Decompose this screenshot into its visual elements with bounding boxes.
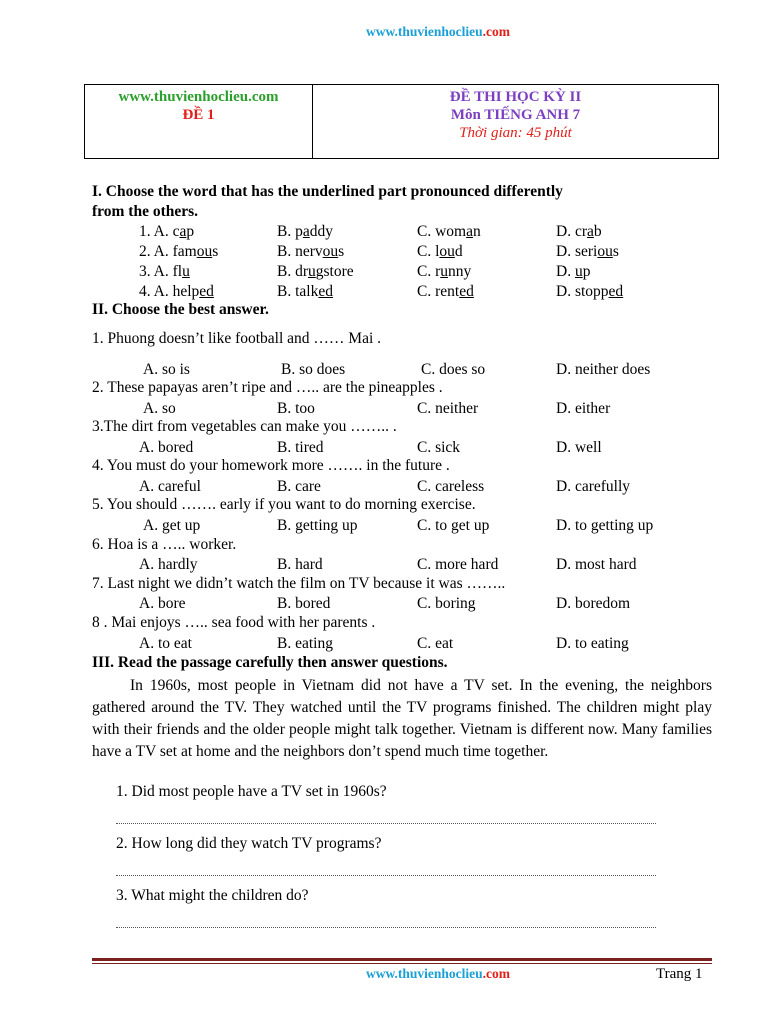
option-a: A. hardly [139,556,198,573]
option-c: C. more hard [417,556,499,573]
option-b: B. eating [277,635,333,652]
option-b: B. hard [277,556,323,573]
option-c: C. loud [417,243,463,260]
question-text: 3.The dirt from vegetables can make you …….. . [92,418,397,435]
section2-heading: II. Choose the best answer. [92,301,269,318]
top-site-url: www.thuvienhoclieu.com [365,24,511,39]
header-left-cell [85,85,313,158]
option-a: A. so [143,400,176,417]
option-d: D. boredom [556,595,631,612]
option-c: C. sick [417,439,461,456]
option-a: 3. A. flu [139,263,190,280]
answer-line[interactable] [116,874,656,876]
pronunciation-row [0,282,768,302]
option-d: D. neither does [556,361,651,378]
reading-question: 3. What might the children do? [116,887,309,904]
option-a: 1. A. cap [139,223,195,240]
answer-line[interactable] [116,926,656,928]
section1-heading-line1: I. Choose the word that has the underlined part pronounced differently [92,183,563,200]
option-a: A. bore [139,595,186,612]
question-text: 5. You should ……. early if you want to do morning exercise. [92,496,476,513]
exam-number: ĐỀ 1 [182,107,215,123]
exam-time: Thời gian: 45 phút [459,125,572,141]
option-a: A. bored [139,439,194,456]
reading-passage: In 1960s, most people in Vietnam did not have a TV set. In the evening, the neighbors gathered around the TV. They watched until the TV programs finished. The children might play with their friends and the older people might talk together. Vietnam is different now. Many families have a TV set at home and the neighbors don’t spend much time together. [92,677,712,760]
option-d: D. most hard [556,556,637,573]
option-d: D. to eating [556,635,629,652]
option-b: B. paddy [277,223,333,240]
option-d: D. to getting up [556,517,654,534]
answer-options [0,360,768,380]
option-c: C. to get up [417,517,490,534]
option-d: D. either [556,400,611,417]
footer-divider [92,958,712,961]
option-c: C. neither [417,400,479,417]
section1-heading-line2: from the others. [92,203,199,220]
answer-options [0,594,768,614]
answer-options [0,516,768,536]
option-c: C. runny [417,263,472,280]
answer-line[interactable] [116,822,656,824]
option-b: B. getting up [277,517,358,534]
option-d: D. up [556,263,591,280]
reading-question: 1. Did most people have a TV set in 1960s? [116,783,387,800]
option-c: C. eat [417,635,454,652]
option-b: B. bored [277,595,331,612]
pronunciation-row [0,222,768,242]
pronunciation-row [0,262,768,282]
question-text: 1. Phuong doesn’t like football and …… Mai . [92,330,382,347]
answer-options [0,555,768,575]
option-d: D. carefully [556,478,631,495]
option-a: A. get up [143,517,201,534]
option-a: A. to eat [139,635,192,652]
option-d: D. stopped [556,283,624,300]
section3-heading: III. Read the passage carefully then answer questions. [92,654,448,671]
reading-question: 2. How long did they watch TV programs? [116,835,382,852]
page-number: Trang 1 [656,966,703,982]
question-text: 8 . Mai enjoys ….. sea food with her parents . [92,614,376,631]
footer-divider-thin [92,963,712,964]
question-text: 7. Last night we didn’t watch the film on TV because it was …….. [92,575,506,592]
exam-subject: Môn TIẾNG ANH 7 [450,107,581,123]
header-right-cell [313,85,718,158]
option-a: A. careful [139,478,201,495]
option-b: B. drugstore [277,263,354,280]
option-b: B. talked [277,283,333,300]
option-a: A. so is [143,361,190,378]
option-a: 4. A. helped [139,283,214,300]
bottom-site-url: www.thuvienhoclieu.com [365,966,511,981]
question-text: 6. Hoa is a ….. worker. [92,536,237,553]
option-d: D. serious [556,243,619,260]
question-text: 4. You must do your homework more ……. in the future . [92,457,450,474]
option-a: 2. A. famous [139,243,219,260]
option-b: B. care [277,478,321,495]
option-c: C. careless [417,478,485,495]
answer-options [0,477,768,497]
option-c: C. rented [417,283,474,300]
answer-options [0,634,768,654]
exam-header-table [84,84,719,159]
option-c: C. boring [417,595,476,612]
option-b: B. too [277,400,315,417]
option-d: D. well [556,439,602,456]
option-b: B. so does [281,361,346,378]
answer-options [0,438,768,458]
option-c: C. does so [421,361,486,378]
option-b: B. nervous [277,243,345,260]
option-d: D. crab [556,223,602,240]
option-b: B. tired [277,439,324,456]
answer-options [0,399,768,419]
header-site-url: www.thuvienhoclieu.com [118,89,279,105]
exam-title: ĐỀ THI HỌC KỲ II [449,89,582,105]
question-text: 2. These papayas aren’t ripe and ….. are the pineapples . [92,379,443,396]
pronunciation-row [0,242,768,262]
option-c: C. woman [417,223,481,240]
